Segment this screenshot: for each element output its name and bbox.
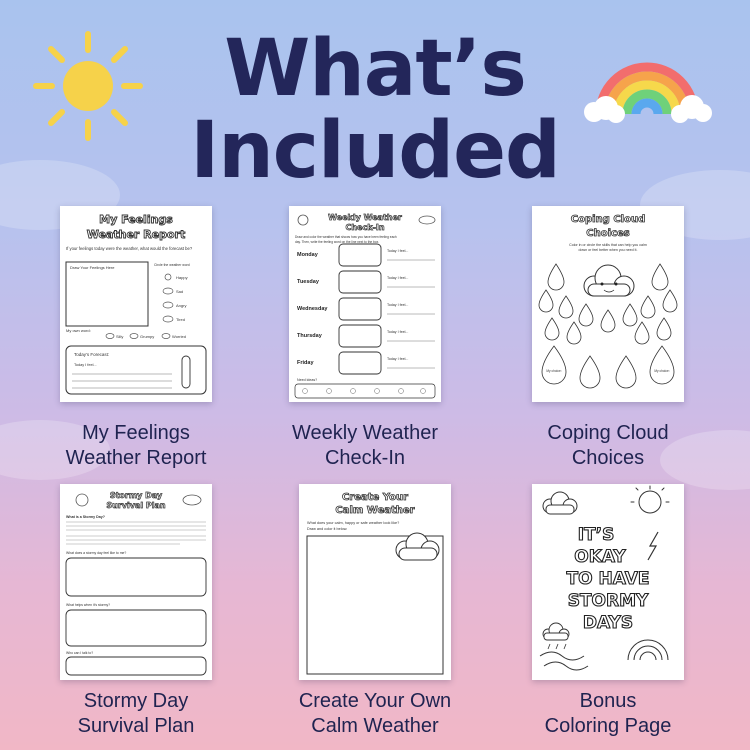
- svg-text:Thursday: Thursday: [297, 333, 322, 339]
- item-caption-weekly-checkin: Weekly Weather Check-In: [292, 422, 438, 469]
- ws-title: My Feelings: [99, 213, 173, 226]
- svg-text:Draw and color it below.: Draw and color it below.: [307, 527, 348, 531]
- svg-text:Friday: Friday: [297, 360, 314, 366]
- svg-text:Coping Cloud: Coping Cloud: [570, 214, 646, 225]
- svg-text:Who can I talk to?: Who can I talk to?: [66, 651, 94, 655]
- svg-text:Sad: Sad: [176, 289, 184, 294]
- ws-prompt: If your feelings today were the weather, what would the forecast be?: [66, 246, 193, 251]
- svg-text:Today I feel...: Today I feel...: [387, 249, 409, 253]
- svg-text:Draw and color the weather tha: Draw and color the weather that shows how you have been feeling each: [295, 235, 397, 239]
- page-title-line1: What’s: [224, 24, 526, 114]
- svg-text:Wednesday: Wednesday: [297, 306, 328, 312]
- item-caption-feelings-report: My Feelings Weather Report: [65, 422, 207, 469]
- svg-text:Today I feel...: Today I feel...: [387, 330, 409, 334]
- svg-text:Draw Your Feelings Here: Draw Your Feelings Here: [70, 265, 115, 270]
- svg-text:Weekly Weather: Weekly Weather: [328, 213, 402, 222]
- svg-text:Need ideas?: Need ideas?: [297, 378, 318, 382]
- svg-text:What does a stormy day feel li: What does a stormy day feel like to me?: [66, 551, 127, 555]
- worksheet-thumbnail-feelings-report: [60, 206, 212, 402]
- svg-text:Monday: Monday: [297, 252, 318, 258]
- svg-text:My choice:: My choice:: [654, 369, 670, 373]
- svg-text:Today I feel...: Today I feel...: [387, 303, 409, 307]
- item-caption-coping-cloud: Coping Cloud Choices: [547, 422, 669, 469]
- svg-text:Today’s Forecast:: Today’s Forecast:: [74, 352, 110, 357]
- svg-text:Calm Weather: Calm Weather: [335, 505, 415, 516]
- svg-text:Angry: Angry: [176, 303, 187, 308]
- svg-text:Tuesday: Tuesday: [297, 279, 319, 285]
- svg-text:Worried: Worried: [172, 334, 186, 339]
- svg-text:Choices: Choices: [586, 228, 630, 239]
- svg-text:My own word:: My own word:: [66, 328, 91, 333]
- svg-text:Circle the weather word: Circle the weather word: [154, 263, 190, 267]
- svg-text:STORMY: STORMY: [567, 591, 649, 611]
- svg-text:What does your calm, happy or: What does your calm, happy or safe weather look like?: [307, 521, 400, 525]
- svg-text:DAYS: DAYS: [582, 613, 634, 633]
- svg-text:Happy: Happy: [176, 275, 188, 280]
- svg-text:Silly: Silly: [116, 334, 124, 339]
- worksheet-thumbnail-calm-weather: [299, 484, 451, 680]
- svg-text:OKAY: OKAY: [574, 547, 626, 567]
- worksheet-thumbnail-coping-cloud: [532, 206, 684, 402]
- svg-text:Today I feel...: Today I feel...: [74, 363, 97, 367]
- svg-text:Stormy Day: Stormy Day: [109, 491, 163, 500]
- ws-title: Weather Report: [86, 228, 186, 241]
- svg-text:My choice:: My choice:: [546, 369, 562, 373]
- item-caption-coloring-page: Bonus Coloring Page: [544, 690, 672, 737]
- svg-text:What helps when it’s stormy?: What helps when it’s stormy?: [66, 603, 111, 607]
- svg-text:Tired: Tired: [176, 317, 185, 322]
- worksheet-thumbnail-coloring-page: [532, 484, 684, 680]
- svg-text:Today I feel...: Today I feel...: [387, 357, 409, 361]
- svg-text:Create Your: Create Your: [341, 492, 409, 503]
- page-title-line2: Included: [190, 106, 560, 196]
- svg-text:What is a Stormy Day?: What is a Stormy Day?: [66, 515, 105, 519]
- svg-text:TO HAVE: TO HAVE: [566, 569, 650, 589]
- svg-text:Color in or circle the skills: Color in or circle the skills that can help you calm: [569, 243, 647, 247]
- svg-text:IT’S: IT’S: [577, 525, 615, 545]
- svg-text:down or feel better when you n: down or feel better when you need it.: [578, 248, 638, 252]
- svg-text:day. Then, write the feeling w: day. Then, write the feeling word on the line next to the box.: [295, 240, 380, 244]
- item-caption-calm-weather: Create Your Own Calm Weather: [298, 690, 452, 737]
- svg-text:Check-In: Check-In: [345, 223, 385, 232]
- svg-text:Today I feel...: Today I feel...: [387, 276, 409, 280]
- worksheet-thumbnail-weekly-checkin: [289, 206, 441, 402]
- item-caption-stormy-day: Stormy Day Survival Plan: [77, 690, 195, 737]
- svg-text:Survival Plan: Survival Plan: [106, 501, 166, 510]
- svg-text:Grumpy: Grumpy: [140, 334, 155, 339]
- worksheet-thumbnail-stormy-day: [60, 484, 212, 680]
